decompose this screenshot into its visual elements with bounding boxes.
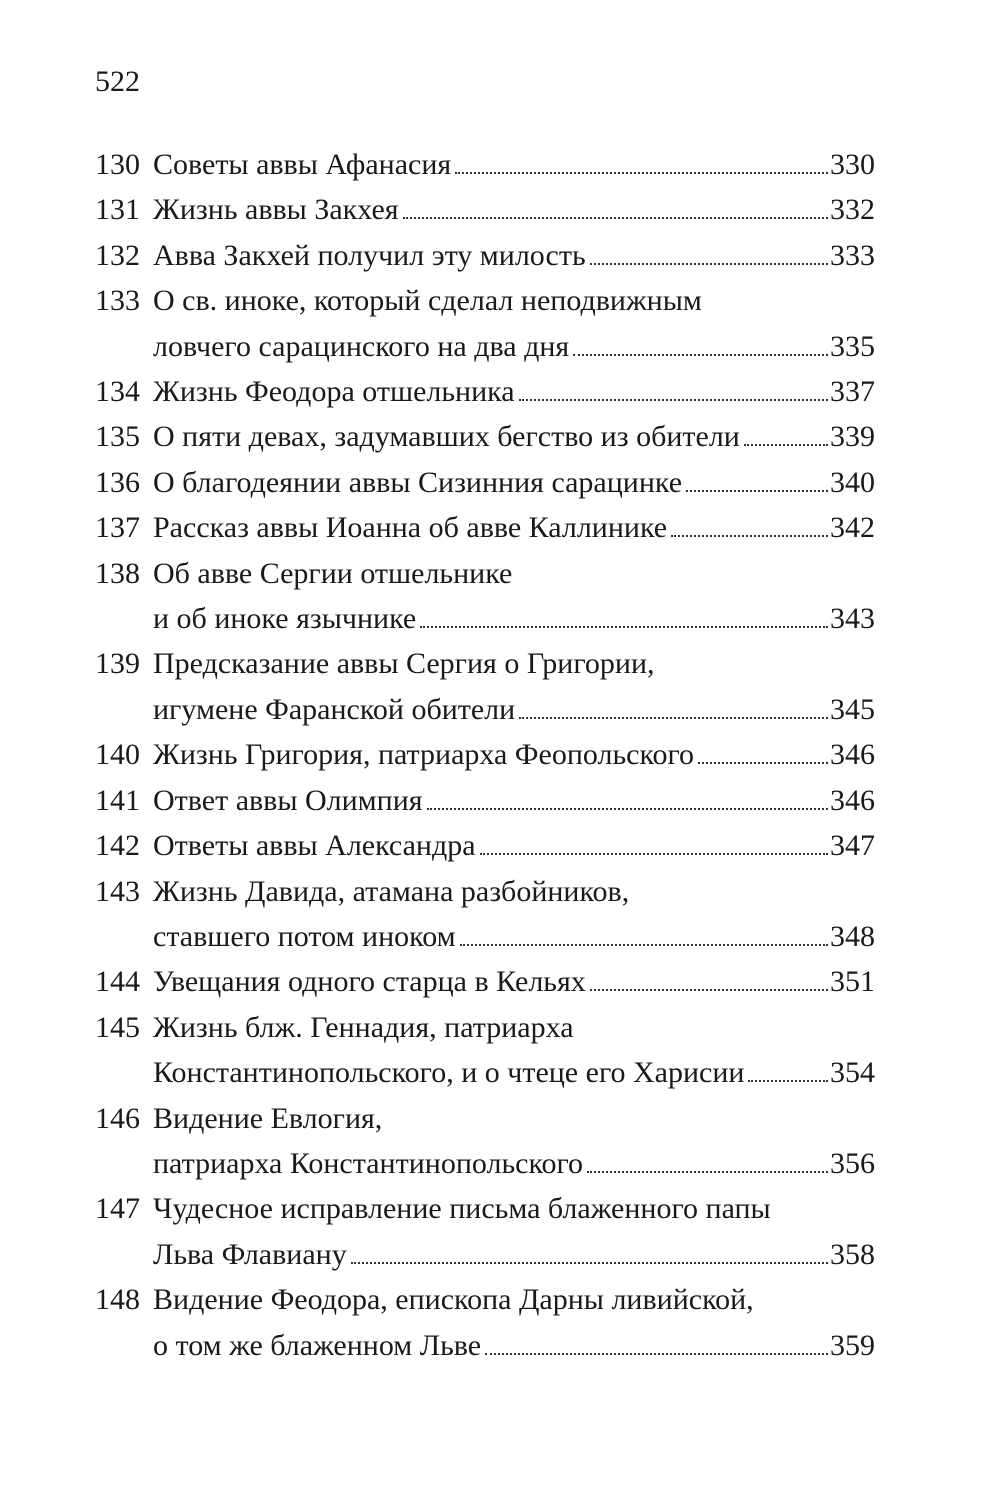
toc-entry-title: Константинопольского, и о чтеце его Харисии [153, 1056, 745, 1090]
dot-leader [460, 944, 828, 946]
toc-entry-line [95, 1141, 875, 1186]
toc-entry-number: 142 [95, 829, 140, 863]
dot-leader [587, 1171, 828, 1173]
toc-entry-number: 133 [95, 284, 140, 318]
toc-entry-title: игумене Фаранской обители [153, 692, 516, 726]
dot-leader [351, 1262, 828, 1264]
toc-entry-line [95, 1050, 875, 1095]
toc-entry-line [95, 142, 875, 187]
toc-entry-title: Жизнь Давида, атамана разбойников, [153, 874, 630, 908]
toc-entry-number: 131 [95, 193, 140, 227]
toc-entry [95, 1277, 875, 1368]
toc-entry-title: Жизнь Феодора отшельника [153, 375, 515, 409]
toc-entry-page: 345 [830, 692, 875, 726]
toc-entry-page: 337 [830, 375, 875, 409]
toc-entry-title: Жизнь аввы Закхея [153, 193, 399, 227]
toc-entry-title: Советы аввы Афанасия [153, 148, 452, 181]
toc-entry [95, 460, 875, 505]
toc-entry [95, 959, 875, 1004]
toc-entry [95, 551, 875, 642]
toc-entry-line [95, 551, 875, 596]
toc-entry-page: 358 [830, 1237, 875, 1271]
toc-entry-line [95, 324, 875, 369]
toc-entry-line [95, 823, 875, 868]
toc-entry-line [95, 278, 875, 323]
toc-entry-number: 136 [95, 465, 140, 499]
toc-entry [95, 1005, 875, 1096]
toc-entry [95, 142, 875, 187]
toc-entry-line [95, 505, 875, 550]
toc-entry-line [95, 414, 875, 459]
toc-entry [95, 233, 875, 278]
toc-entry [95, 369, 875, 414]
toc-entry-title: Видение Евлогия, [153, 1101, 383, 1135]
toc-entry-line [95, 233, 875, 278]
toc-entry-line [95, 641, 875, 686]
toc-entry-line [95, 778, 875, 823]
dot-leader [698, 762, 828, 764]
toc-entry-line [95, 369, 875, 414]
dot-leader [671, 535, 828, 537]
toc-entry-number: 148 [95, 1283, 140, 1317]
toc-entry-page: 342 [830, 511, 875, 545]
toc-entry-title: Рассказ аввы Иоанна об авве Каллинике [153, 511, 668, 545]
toc-entry-title: О пяти девах, задумавших бегство из обители [153, 420, 740, 454]
toc-entry-number: 137 [95, 511, 140, 545]
toc-entry-line [95, 460, 875, 505]
toc-entry [95, 1186, 875, 1277]
toc-entry-number: 135 [95, 420, 140, 454]
toc-entry-title: Жизнь Григория, патриарха Феопольского [153, 738, 695, 772]
page-number: 522 [95, 65, 140, 98]
toc-entry-page: 343 [830, 602, 875, 636]
toc-entry-line [95, 1096, 875, 1141]
toc-entry [95, 823, 875, 868]
toc-entry-page: 335 [830, 329, 875, 363]
toc-entry-title: Предсказание аввы Сергия о Григории, [153, 647, 655, 681]
toc-entry-page: 332 [830, 193, 875, 227]
toc-entry-title: Авва Закхей получил эту милость [153, 238, 586, 272]
toc-entry-number: 134 [95, 375, 140, 409]
toc-entry-title: Ответы аввы Александра [153, 829, 476, 863]
toc-entry-number: 141 [95, 783, 140, 817]
toc-entry-line [95, 1005, 875, 1050]
toc-entry-number: 143 [95, 874, 140, 908]
toc-entry-line [95, 1277, 875, 1322]
dot-leader [590, 989, 828, 991]
toc-entry-title: и об иноке язычнике [153, 602, 417, 636]
toc-entry-page: 347 [830, 829, 875, 863]
dot-leader [573, 354, 828, 356]
toc-entry-line [95, 959, 875, 1004]
dot-leader [455, 172, 828, 174]
toc-entry [95, 778, 875, 823]
toc-entry-number: 144 [95, 965, 140, 999]
toc-entry-page: 340 [830, 465, 875, 499]
toc-entry-line [95, 914, 875, 959]
dot-leader [485, 1353, 828, 1355]
toc-entry-title: ловчего сарацинского на два дня [153, 329, 570, 363]
toc-entry-title: Ответ аввы Олимпия [153, 783, 423, 817]
dot-leader [744, 444, 828, 446]
toc-entry-page: 356 [830, 1146, 875, 1180]
toc-entry-line [95, 1323, 875, 1368]
toc-entry [95, 187, 875, 232]
toc-entry-number: 147 [95, 1192, 140, 1226]
toc-entry-page: 354 [830, 1056, 875, 1090]
dot-leader [748, 1080, 828, 1082]
toc-entry-number: 132 [95, 238, 140, 272]
dot-leader [420, 626, 828, 628]
toc-entry-line [95, 1232, 875, 1277]
toc-entry-line [95, 732, 875, 777]
dot-leader [427, 808, 828, 810]
toc-entry-title: О св. иноке, который сделал неподвижным [153, 284, 702, 318]
table-of-contents [95, 142, 875, 1368]
toc-entry [95, 414, 875, 459]
toc-entry-page: 346 [830, 738, 875, 772]
toc-entry [95, 732, 875, 777]
toc-entry-title: ставшего потом иноком [153, 919, 456, 953]
toc-entry-number: 145 [95, 1010, 140, 1044]
toc-entry-line [95, 596, 875, 641]
toc-entry-title: Чудесное исправление письма блаженного папы [153, 1192, 771, 1226]
toc-entry-page: 359 [830, 1328, 875, 1362]
toc-entry-number: 130 [95, 148, 140, 181]
toc-entry-line [95, 1186, 875, 1231]
toc-entry-page: 339 [830, 420, 875, 454]
toc-entry-title: Видение Феодора, епископа Дарны ливийской, [153, 1283, 754, 1317]
dot-leader [686, 490, 828, 492]
toc-entry-title: Об авве Сергии отшельнике [153, 556, 513, 590]
dot-leader [480, 853, 828, 855]
toc-entry-page: 330 [830, 148, 875, 181]
toc-entry-page: 348 [830, 919, 875, 953]
dot-leader [403, 217, 828, 219]
toc-entry-title: О благодеянии аввы Сизинния сарацинке [153, 465, 683, 499]
toc-entry-title: о том же блаженном Льве [153, 1328, 482, 1362]
toc-entry-title: Льва Флавиану [153, 1237, 347, 1271]
toc-entry [95, 869, 875, 960]
toc-entry-page: 333 [830, 238, 875, 272]
toc-entry-number: 138 [95, 556, 140, 590]
toc-entry-number: 140 [95, 738, 140, 772]
toc-entry-line [95, 187, 875, 232]
toc-entry [95, 278, 875, 369]
toc-entry-number: 139 [95, 647, 140, 681]
toc-entry-line [95, 687, 875, 732]
toc-entry-page: 351 [830, 965, 875, 999]
toc-entry [95, 505, 875, 550]
toc-entry [95, 1096, 875, 1187]
dot-leader [590, 263, 828, 265]
toc-entry-page: 346 [830, 783, 875, 817]
dot-leader [519, 717, 828, 719]
toc-entry-title: Жизнь блж. Геннадия, патриарха [153, 1010, 574, 1044]
toc-entry [95, 641, 875, 732]
toc-entry-title: Увещания одного старца в Кельях [153, 965, 586, 999]
toc-entry-line [95, 869, 875, 914]
toc-entry-number: 146 [95, 1101, 140, 1135]
toc-entry-title: патриарха Константинопольского [153, 1146, 584, 1180]
dot-leader [519, 399, 828, 401]
